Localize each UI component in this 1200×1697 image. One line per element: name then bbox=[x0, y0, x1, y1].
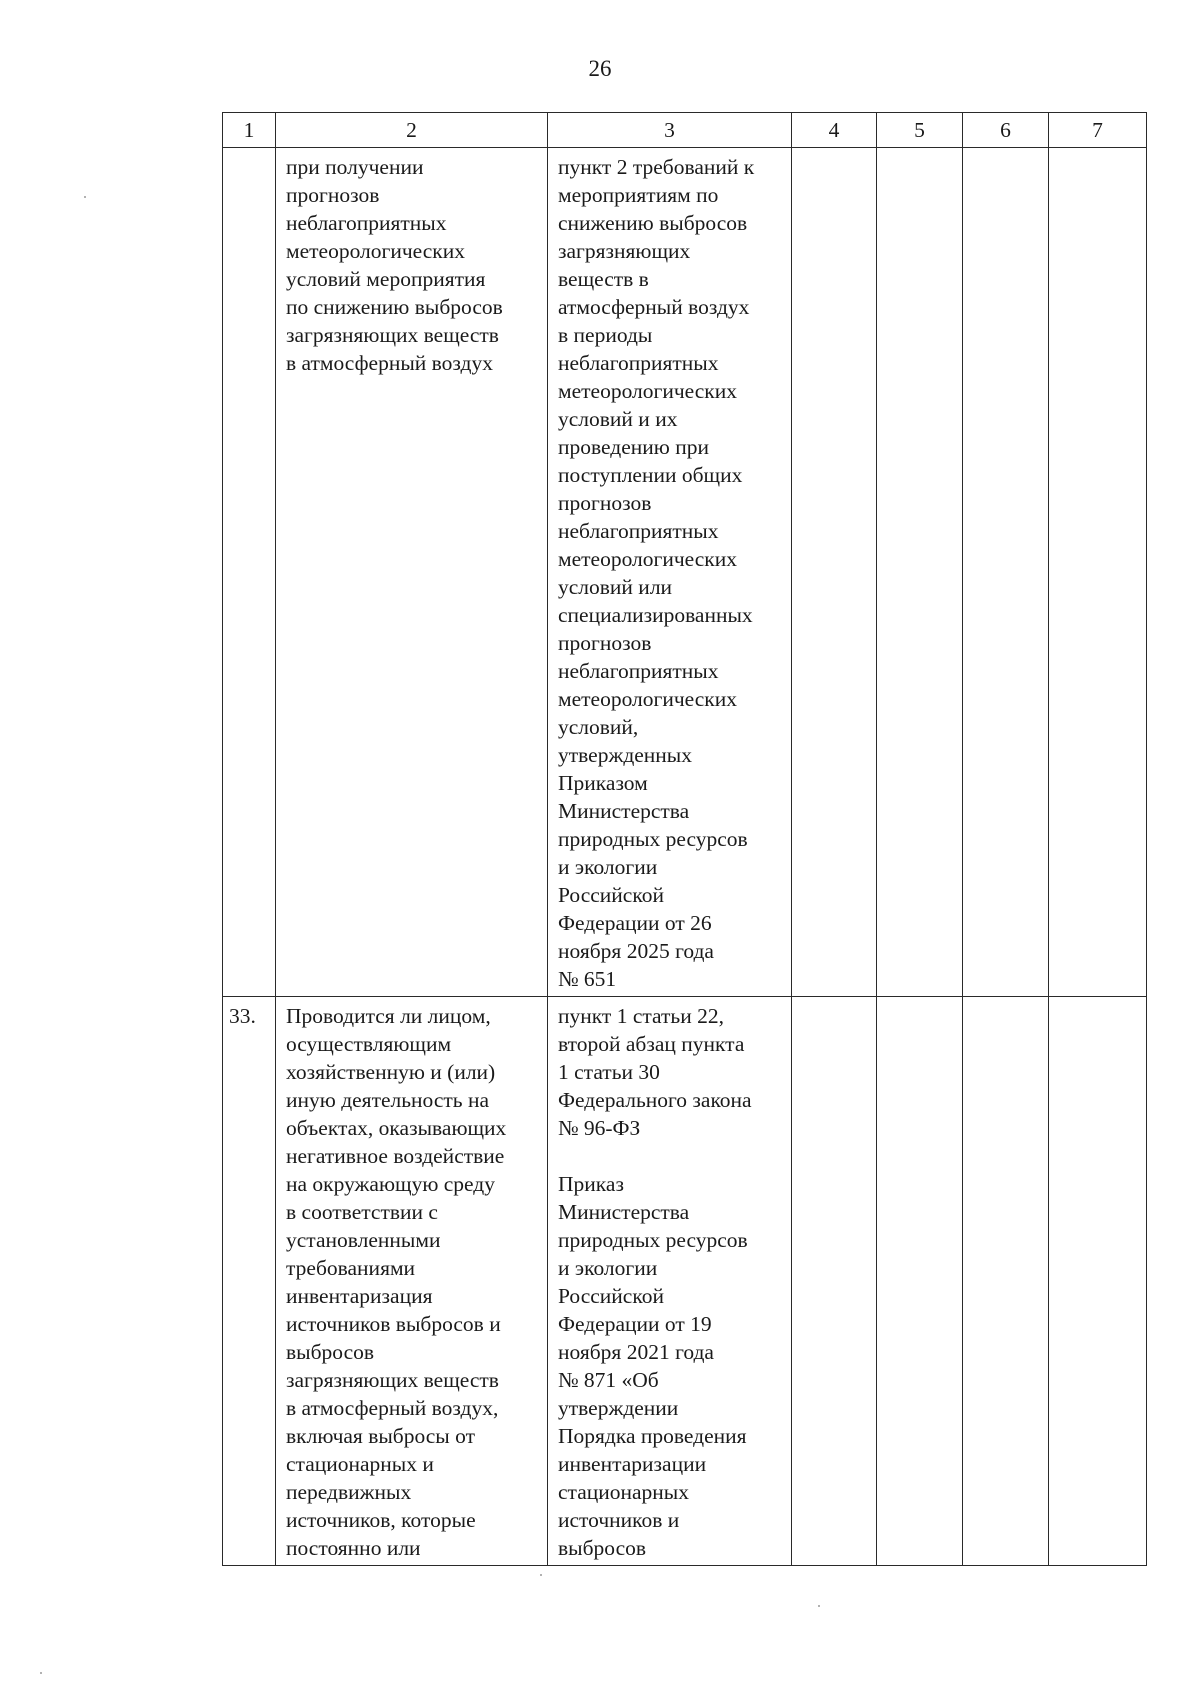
column-header-1: 1 bbox=[223, 113, 276, 148]
table-row bbox=[223, 148, 1147, 997]
scan-speck bbox=[84, 196, 86, 198]
column-4-cell bbox=[792, 997, 877, 1566]
row-number: 33. bbox=[223, 997, 276, 1566]
column-4-cell bbox=[792, 148, 877, 997]
table-header-row bbox=[223, 113, 1147, 148]
column-header-7: 7 bbox=[1049, 113, 1147, 148]
column-6-cell bbox=[963, 148, 1049, 997]
scan-speck bbox=[818, 1605, 820, 1607]
question-cell bbox=[276, 997, 548, 1566]
column-5-cell bbox=[877, 997, 963, 1566]
reference-cell bbox=[548, 997, 792, 1566]
column-7-cell bbox=[1049, 148, 1147, 997]
column-6-cell bbox=[963, 997, 1049, 1566]
table-row bbox=[223, 997, 1147, 1566]
column-header-5: 5 bbox=[877, 113, 963, 148]
reference-text: пункт 1 статьи 22, второй абзац пункта 1 статьи 30 Федерального закона № 96-ФЗ Приказ Министерства природных ресурсов и экологии Российской Федерации от 19 ноября 2021 года № 871 «Об утверждении Порядка проведения инвентаризации стационарных источников и выбросов bbox=[558, 1004, 752, 1560]
column-header-2: 2 bbox=[276, 113, 548, 148]
column-header-4: 4 bbox=[792, 113, 877, 148]
scan-speck bbox=[40, 1672, 42, 1674]
question-cell bbox=[276, 148, 548, 997]
reference-cell bbox=[548, 148, 792, 997]
question-text: Проводится ли лицом, осуществляющим хозяйственную и (или) иную деятельность на объектах, оказывающих негативное воздействие на окружающую среду в соответствии с установленными требованиями инвентаризация источников выбросов и выбросов загрязняющих веществ в атмосферный воздух, включая выбросы от стационарных и передвижных источников, которые постоянно или bbox=[286, 1004, 507, 1560]
column-header-6: 6 bbox=[963, 113, 1049, 148]
column-header-3: 3 bbox=[548, 113, 792, 148]
row-number bbox=[223, 148, 276, 997]
scan-speck bbox=[540, 1574, 542, 1576]
column-7-cell bbox=[1049, 997, 1147, 1566]
requirements-table bbox=[222, 112, 1147, 1566]
page-number: 26 bbox=[588, 56, 612, 81]
reference-text: пункт 2 требований к мероприятиям по снижению выбросов загрязняющих веществ в атмосферный воздух в периоды неблагоприятных метеорологических условий и их проведению при поступлении общих прогнозов неблагоприятных метеорологических условий или специализированных прогнозов неблагоприятных метеорологических условий, утвержденных Приказом Министерства природных ресурсов и экологии Российской Федерации от 26 ноября 2025 года № 651 bbox=[558, 155, 755, 991]
column-5-cell bbox=[877, 148, 963, 997]
question-text: при получении прогнозов неблагоприятных метеорологических условий мероприятия по снижению выбросов загрязняющих веществ в атмосферный воздух bbox=[286, 155, 503, 375]
